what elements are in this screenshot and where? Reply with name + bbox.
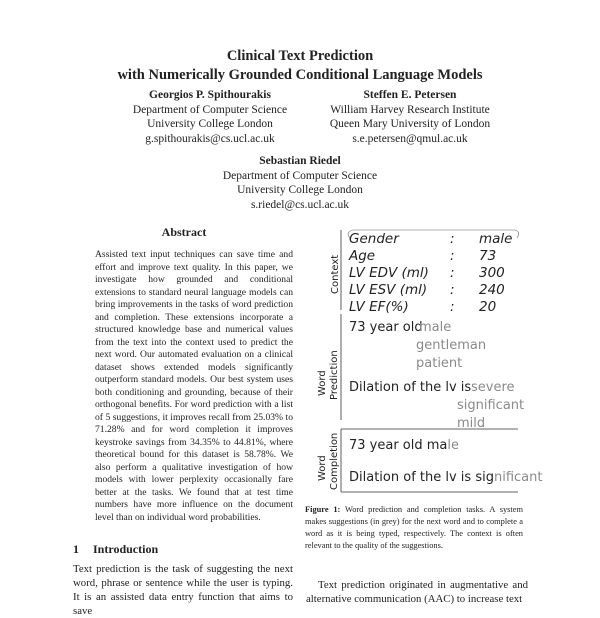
prediction-2-suggestion-3: mild <box>457 416 486 431</box>
prediction-1-suggestion-2: gentleman <box>416 338 487 353</box>
prediction-2-suggestion-2: significant <box>457 398 525 413</box>
completion-2-rest: nificant <box>493 470 543 485</box>
author-2-email: s.e.petersen@qmul.ac.uk <box>352 132 468 145</box>
prediction-1-suggestion-1: male <box>419 320 452 335</box>
author-3-name: Sebastian Riedel <box>259 155 341 167</box>
author-1 <box>100 88 320 146</box>
completion-label-completion: Completion <box>329 432 340 490</box>
prediction-1-suggestion-3: patient <box>416 356 463 371</box>
intro-text: Text prediction is the task of suggesting the next word, phrase or sentence while the user is typing. It is an assisted data entry function that aims to save <box>73 563 293 617</box>
right-column-text: Text prediction originated in augmentative and alternative communication (AAC) to increase text <box>306 579 528 605</box>
author-1-affil-1: Department of Computer Science <box>132 103 288 116</box>
paper-title-line-1: Clinical Text Prediction <box>226 48 374 64</box>
completion-label-word: Word <box>317 455 328 481</box>
prediction-2-suggestion-1: severe <box>471 380 515 395</box>
author-1-email: g.spithourakis@cs.ucl.ac.uk <box>145 132 275 145</box>
figure-1: Context Word Prediction Word Completion Gender : male Age : 73 LV EDV (ml) : 300 LV ESV (ml) : 240 LV EF(%) : 20 73 year old male gentleman patient Dilation of the lv is severe significant mild 73 year old male Dilation of the lv is significant <box>305 224 520 496</box>
author-3 <box>190 154 410 212</box>
abstract-heading: Abstract <box>161 225 207 239</box>
completion-2 <box>349 470 542 486</box>
prediction-label-word: Word <box>317 370 328 396</box>
author-3-affil-1: Department of Computer Science <box>222 169 378 182</box>
prediction-2-typed: Dilation of the lv is <box>349 380 472 395</box>
author-2-name: Steffen E. Petersen <box>363 89 457 101</box>
author-1-name: Georgios P. Spithourakis <box>149 89 271 101</box>
author-2-affil-1: William Harvey Research Institute <box>330 103 490 116</box>
caption-label: Figure 1: <box>305 505 341 514</box>
author-3-email: s.riedel@cs.ucl.ac.uk <box>250 198 350 211</box>
paper-title-line-2: with Numerically Grounded Conditional Language Models <box>117 67 483 83</box>
intro-heading <box>73 542 158 557</box>
caption-text: Word prediction and completion tasks. A system makes suggestions (in grey) for the next word and to complete a word as it is being typed, respectively. The context is often relevant to the quality of the suggestions. <box>305 505 523 550</box>
author-2-affil-2: Queen Mary University of London <box>329 118 491 130</box>
figure-1-caption <box>305 504 523 552</box>
prediction-label-prediction: Prediction <box>329 350 340 400</box>
author-1-affil-2: University College London <box>147 118 273 130</box>
prediction-1-typed: 73 year old <box>349 320 423 335</box>
completion-1 <box>349 438 459 454</box>
intro-section-number: 1 <box>73 542 79 556</box>
author-2 <box>295 88 525 146</box>
intro-section-title: Introduction <box>93 542 159 556</box>
completion-1-typed: 73 year old ma <box>349 438 448 453</box>
completion-2-typed: Dilation of the lv is sig <box>349 470 494 485</box>
context-label: Context <box>330 254 341 294</box>
abstract-text: Assisted text input techniques can save time and effort and improve text quality. In this paper, we investigate how grounded and conditional extensions to standard neural language models can bring improvements in the tasks of word prediction and completion. These extensions incorporate a structured knowledge base and numerical values from the text into the context used to predict the next word. Our automated evaluation on a clinical dataset shows extended models significantly outperform standard models. Our best system uses both conditioning and grounding, because of their orthogonal benefits. For word prediction with a list of 5 suggestions, it improves recall from 25.03% to 71.28% and for word completion it improves keystroke savings from 34.35% to 44.81%, where theoretical bound for this dataset is 58.78%. We also perform a qualitative investigation of how models with lower perplexity occasionally fare better at the tasks. We found that at test time numbers have more influence on the document level than on individual word probabilities. <box>95 249 293 523</box>
completion-1-rest: le <box>447 438 460 453</box>
author-3-affil-2: University College London <box>237 184 363 196</box>
